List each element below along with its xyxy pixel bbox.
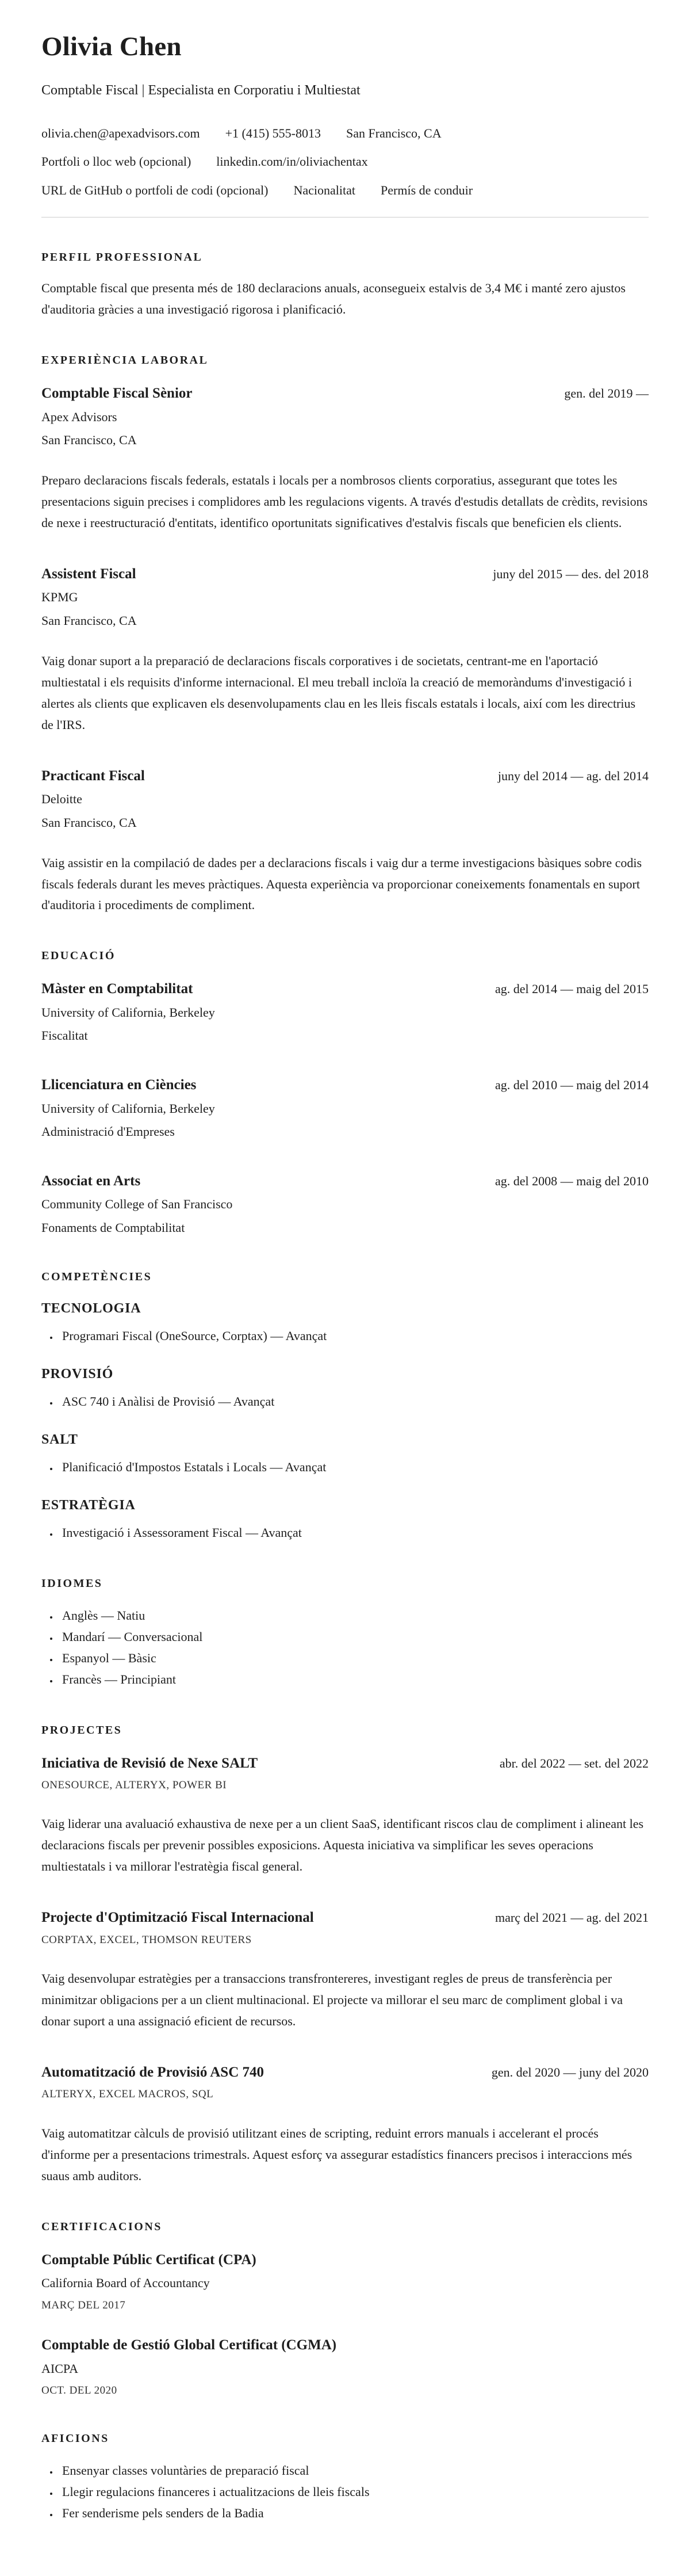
email-text: olivia.chen@apexadvisors.com [41, 125, 200, 140]
project-dates: abr. del 2022 — set. del 2022 [499, 1756, 649, 1770]
section-projects [41, 1724, 649, 2187]
job-entry-2-head [41, 565, 649, 583]
language-list [41, 1605, 649, 1690]
project-dates: març del 2021 — ag. del 2021 [495, 1910, 649, 1925]
profile-summary: Comptable fiscal que presenta més de 180 declaracions anuals, aconsegueix estalvis de 3,4 M€ i manté zero ajustos d'auditoria gràcies a una investigació rigorosa i planificació. [41, 281, 626, 317]
job-location: San Francisco, CA [41, 433, 137, 448]
job-entry-1 [41, 384, 649, 534]
degree-title: Llicenciatura en Ciències [41, 1077, 197, 1093]
portfolio-placeholder-label: Portfoli o lloc web (opcional) [41, 154, 191, 169]
section-profile [41, 251, 649, 320]
linkedin-text: linkedin.com/in/oliviachentax [216, 154, 368, 169]
section-hobbies [41, 2432, 649, 2524]
education-entry-1-head [41, 980, 649, 998]
project-title: Automatització de Provisió ASC 740 [41, 2064, 264, 2080]
project-title: Projecte d'Optimització Fiscal Internacional [41, 1910, 314, 1926]
skill-item: • ASC 740 i Anàlisi de Provisió — Avançat [59, 1391, 649, 1413]
job-description: Vaig assistir en la compilació de dades per a declaracions fiscals i vaig dur a terme investigacions bàsiques sobre codis fiscals federals durant les meves pràctiques. Aquesta experiència va proporcionar coneixements fonamentals en suport d'auditoria i procediments de compliment. [41, 855, 642, 913]
language-item: • Mandarí — Conversacional [59, 1627, 649, 1648]
project-entry-2 [41, 1909, 649, 2032]
project-description: Vaig liderar una avaluació exhaustiva de nexe per a un client SaaS, identificant riscos clau de compliment i alineant les declaracions fiscals per prevenir possibles exposicions. Aquesta iniciativa va simplificar les seves operacions multiestatals i va millorar l'estratègia fiscal general. [41, 1816, 644, 1874]
job-entry-3 [41, 767, 649, 917]
skill-group-strategy [41, 1498, 649, 1544]
section-certifications [41, 2220, 649, 2399]
skill-group-provision [41, 1367, 649, 1413]
certification-date: OCT. DEL 2020 [41, 2384, 117, 2397]
skills-heading: COMPETÈNCIES [41, 1270, 152, 1283]
project-entry-1-head [41, 1754, 649, 1772]
language-item: • Francès — Principiant [59, 1669, 649, 1690]
job-company: Apex Advisors [41, 409, 117, 424]
education-entry-3-head [41, 1172, 649, 1190]
field-of-study: Fiscalitat [41, 1028, 88, 1043]
section-education [41, 949, 649, 1237]
job-description: Vaig donar suport a la preparació de declaracions fiscals corporatives i de societats, centrant-me en l'aportació multiestatal i els requisits d'informe internacional. El meu treball incloïa la creació de memoràndums d'investigació i alertes als clients que explicaven els desenvolupaments clau en les lleis fiscals estatals i locals, així com les directrius de l'IRS. [41, 653, 636, 732]
skill-group-name: TECNOLOGIA [41, 1300, 141, 1316]
certification-entry-2 [41, 2336, 649, 2399]
skill-group-name: PROVISIÓ [41, 1366, 114, 1382]
github-placeholder-label: URL de GitHub o portfoli de codi (opcional) [41, 182, 269, 197]
section-languages [41, 1577, 649, 1690]
project-description: Vaig automatitzar càlculs de provisió utilitzant eines de scripting, reduint errors manuals i accelerant el procés d'informe per a presentacions trimestrals. Aquest esforç va assegurar estadístics financers precisos i interaccions més suaus amb auditors. [41, 2125, 632, 2183]
project-entry-1 [41, 1754, 649, 1878]
job-dates: gen. del 2019 — [564, 386, 649, 401]
education-entry-1 [41, 980, 649, 1045]
projects-heading: PROJECTES [41, 1723, 122, 1737]
section-skills [41, 1270, 649, 1544]
project-tools: CORPTAX, EXCEL, THOMSON REUTERS [41, 1933, 252, 1946]
skill-item: • Investigació i Assessorament Fiscal — Avançat [59, 1522, 649, 1544]
job-description: Preparo declaracions fiscals federals, estatals i locals per a nombrosos clients corporatius, assegurant que totes les presentacions siguin precises i complidores amb les regulacions vigents. A través d'estudis detallats de crèdits, revisions de nexe i reestructuració d'entitats, identifico oportunitats significatives d'estalvis fiscals que beneficien els clients. [41, 473, 648, 531]
hobby-item: • Ensenyar classes voluntàries de preparació fiscal [59, 2460, 649, 2482]
field-of-study: Fonaments de Comptabilitat [41, 1220, 185, 1235]
contact-row-2 [41, 154, 649, 170]
hobby-item: • Llegir regulacions financeres i actualitzacions de lleis fiscals [59, 2482, 649, 2503]
project-entry-3-head [41, 2063, 649, 2081]
languages-heading: IDIOMES [41, 1577, 103, 1590]
skill-list [41, 1522, 649, 1544]
degree-dates: ag. del 2008 — maig del 2010 [494, 1174, 649, 1189]
project-title: Iniciativa de Revisió de Nexe SALT [41, 1755, 258, 1771]
degree-title: Associat en Arts [41, 1173, 141, 1189]
skill-item: • Programari Fiscal (OneSource, Corptax) — Avançat [59, 1326, 649, 1347]
job-location: San Francisco, CA [41, 815, 137, 830]
certification-entry-1 [41, 2251, 649, 2314]
degree-title: Màster en Comptabilitat [41, 981, 193, 997]
contact-row-3 [41, 182, 649, 199]
job-entry-1-head [41, 384, 649, 402]
person-title: Comptable Fiscal | Especialista en Corporatiu i Multiestat [41, 82, 361, 98]
person-name: Olivia Chen [41, 32, 182, 62]
hobby-item: • Fer senderisme pels senders de la Badia [59, 2503, 649, 2524]
project-description: Vaig desenvolupar estratègies per a transaccions transfrontereres, investigant regles de preus de transferència per minimitzar obligacions per a un client multinacional. El projecte va millorar el seu marc de compliment global i va donar suport a una assignació eficient de recursos. [41, 1971, 623, 2029]
skill-group-technology [41, 1301, 649, 1347]
certification-name: Comptable Públic Certificat (CPA) [41, 2251, 256, 2268]
job-dates: juny del 2015 — des. del 2018 [493, 567, 649, 582]
section-experience [41, 354, 649, 916]
school-name: University of California, Berkeley [41, 1005, 215, 1020]
job-dates: juny del 2014 — ag. del 2014 [497, 768, 649, 783]
language-item: • Espanyol — Bàsic [59, 1648, 649, 1669]
experience-heading: EXPERIÈNCIA LABORAL [41, 354, 209, 367]
school-name: University of California, Berkeley [41, 1101, 215, 1116]
degree-dates: ag. del 2010 — maig del 2014 [494, 1078, 649, 1093]
degree-dates: ag. del 2014 — maig del 2015 [494, 982, 649, 997]
resume-header [41, 32, 649, 217]
education-entry-2 [41, 1076, 649, 1141]
location-text: San Francisco, CA [346, 125, 442, 140]
certification-issuer: AICPA [41, 2361, 78, 2376]
contact-row-1 [41, 125, 649, 142]
project-tools: ONESOURCE, ALTERYX, POWER BI [41, 1779, 227, 1791]
job-location: San Francisco, CA [41, 613, 137, 628]
skill-group-name: SALT [41, 1432, 78, 1447]
education-heading: EDUCACIÓ [41, 949, 116, 963]
job-title: Assistent Fiscal [41, 566, 136, 582]
driving-permit-label: Permís de conduir [381, 182, 473, 197]
project-dates: gen. del 2020 — juny del 2020 [491, 2065, 649, 2079]
profile-heading: PERFIL PROFESSIONAL [41, 251, 203, 264]
skill-group-salt [41, 1432, 649, 1478]
project-entry-3 [41, 2063, 649, 2187]
job-title: Comptable Fiscal Sènior [41, 386, 193, 402]
skill-list [41, 1391, 649, 1413]
job-company: Deloitte [41, 791, 82, 806]
school-name: Community College of San Francisco [41, 1197, 233, 1212]
project-tools: ALTERYX, EXCEL MACROS, SQL [41, 2088, 214, 2101]
certification-issuer: California Board of Accountancy [41, 2275, 210, 2290]
job-company: KPMG [41, 590, 78, 605]
hobbies-heading: AFICIONS [41, 2432, 109, 2445]
certifications-heading: CERTIFICACIONS [41, 2220, 162, 2233]
hobby-list [41, 2460, 649, 2524]
education-entry-3 [41, 1172, 649, 1237]
certification-name: Comptable de Gestió Global Certificat (CGMA) [41, 2337, 337, 2353]
skill-list [41, 1326, 649, 1347]
skill-group-name: ESTRATÈGIA [41, 1497, 136, 1513]
language-item: • Anglès — Natiu [59, 1605, 649, 1627]
project-entry-2-head [41, 1909, 649, 1926]
skill-item: • Planificació d'Impostos Estatals i Locals — Avançat [59, 1457, 649, 1478]
job-entry-3-head [41, 767, 649, 785]
job-title: Practicant Fiscal [41, 768, 145, 784]
phone-text: +1 (415) 555-8013 [225, 125, 321, 140]
education-entry-2-head [41, 1076, 649, 1094]
job-entry-2 [41, 565, 649, 736]
field-of-study: Administració d'Empreses [41, 1124, 175, 1139]
certification-date: MARÇ DEL 2017 [41, 2299, 126, 2311]
nationality-label: Nacionalitat [293, 182, 356, 197]
skill-list [41, 1457, 649, 1478]
